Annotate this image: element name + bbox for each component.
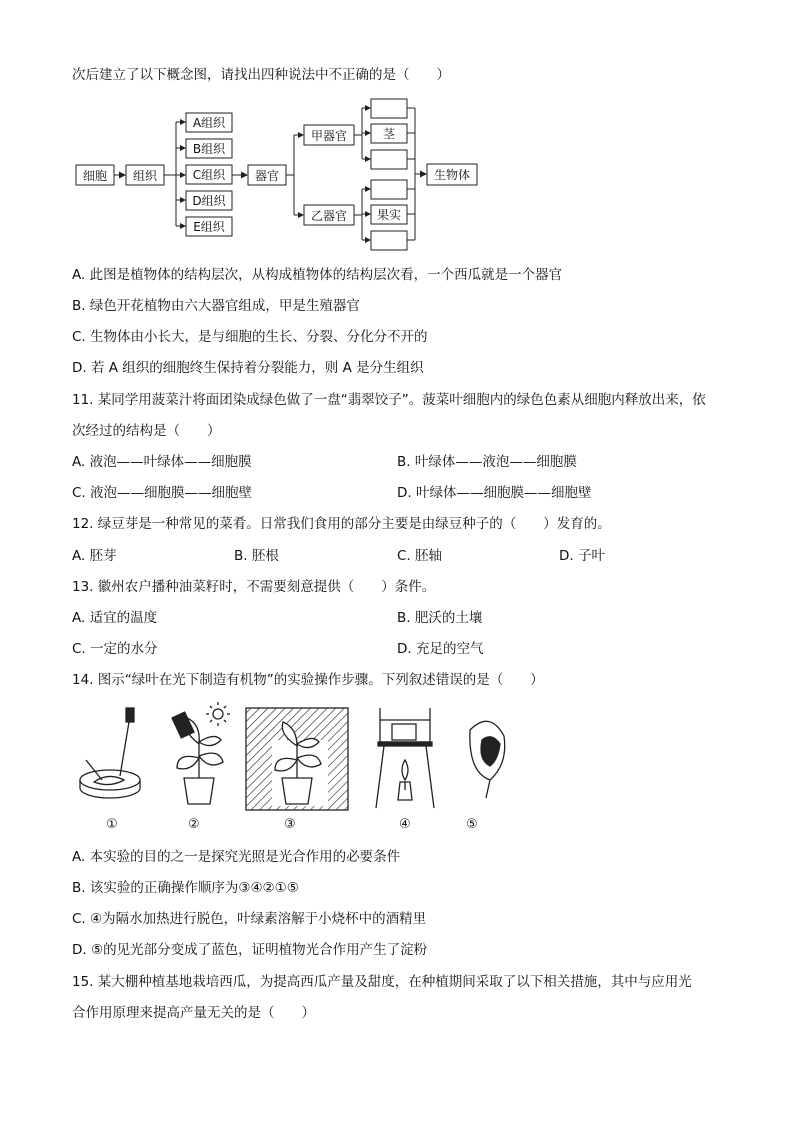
q12-option-c: C. 胚轴 [397,548,443,564]
q13-stem: 13. 徽州农户播种油菜籽时，不需要刻意提供（ ）条件。 [72,579,436,595]
q14-option-b: B. 该实验的正确操作顺序为③④②①⑤ [72,880,299,896]
question-intro: 次后建立了以下概念图，请找出四种说法中不正确的是（ ） [72,67,450,83]
tissue-c-label: C组织 [192,168,226,182]
step-2-label: ② [188,817,200,832]
q15-stem-line2: 合作用原理来提高产量无关的是（ ） [72,1005,315,1021]
step-3-label: ③ [284,817,296,832]
tissue-label: 组织 [132,169,158,183]
stained-leaf-icon [470,721,505,798]
q14-option-d: D. ⑤的见光部分变成了蓝色，证明植物光合作用产生了淀粉 [72,942,428,958]
q10-option-d: D. 若 A 组织的细胞终生保持着分裂能力，则 A 是分生组织 [72,360,424,376]
covered-leaf-plant-icon [172,702,230,804]
concept-diagram [72,96,482,254]
q14-option-c: C. ④为隔水加热进行脱色，叶绿素溶解于小烧杯中的酒精里 [72,911,427,927]
q12-option-a: A. 胚芽 [72,548,117,564]
q11-option-a: A. 液泡——叶绿体——细胞膜 [72,454,252,470]
tissue-b-label: B组织 [192,142,226,156]
stem-label: 茎 [382,127,396,141]
petri-dish-dropper-icon [80,708,140,798]
step-5-label: ⑤ [466,817,478,832]
step-1-label: ① [106,817,118,832]
q10-option-c: C. 生物体由小长大，是与细胞的生长、分裂、分化分不开的 [72,329,428,345]
q12-option-b: B. 胚根 [234,548,279,564]
q10-option-a: A. 此图是植物体的结构层次，从构成植物体的结构层次看，一个西瓜就是一个器官 [72,267,563,283]
step-4-label: ④ [399,817,411,832]
organ-b-label: 乙器官 [310,209,348,223]
water-bath-heating-icon [376,708,434,808]
cell-label: 细胞 [82,169,108,183]
q13-option-c: C. 一定的水分 [72,641,158,657]
q11-stem-line2: 次经过的结构是（ ） [72,423,221,439]
q10-option-b: B. 绿色开花植物由六大器官组成，甲是生殖器官 [72,298,360,314]
q12-option-d: D. 子叶 [559,548,605,564]
dark-treatment-plant-icon [246,708,348,810]
q15-stem-line1: 15. 某大棚种植基地栽培西瓜，为提高西瓜产量及甜度，在种植期间采取了以下相关措施，其中与应用光 [72,974,692,990]
fruit-label: 果实 [376,208,402,222]
experiment-figure [72,700,512,818]
q13-option-d: D. 充足的空气 [397,641,484,657]
tissue-a-label: A组织 [192,116,226,130]
q13-option-b: B. 肥沃的土壤 [397,610,483,626]
tissue-d-label: D组织 [192,194,226,208]
q14-option-a: A. 本实验的目的之一是探究光照是光合作用的必要条件 [72,849,401,865]
q11-option-b: B. 叶绿体——液泡——细胞膜 [397,454,577,470]
organ-label: 器官 [254,169,280,183]
organ-a-label: 甲器官 [310,129,348,143]
q12-stem: 12. 绿豆芽是一种常见的菜肴。日常我们食用的部分主要是由绿豆种子的（ ）发育的。 [72,516,611,532]
q14-stem: 14. 图示“绿叶在光下制造有机物”的实验操作步骤。下列叙述错误的是（ ） [72,672,544,688]
q13-option-a: A. 适宜的温度 [72,610,158,626]
tissue-e-label: E组织 [193,220,225,234]
q11-option-d: D. 叶绿体——细胞膜——细胞壁 [397,485,592,501]
organism-label: 生物体 [433,168,471,182]
q11-stem-line1: 11. 某同学用菠菜汁将面团染成绿色做了一盘“翡翠饺子”。菠菜叶细胞内的绿色色素从细胞内释放出来，依 [72,392,706,408]
q11-option-c: C. 液泡——细胞膜——细胞壁 [72,485,253,501]
